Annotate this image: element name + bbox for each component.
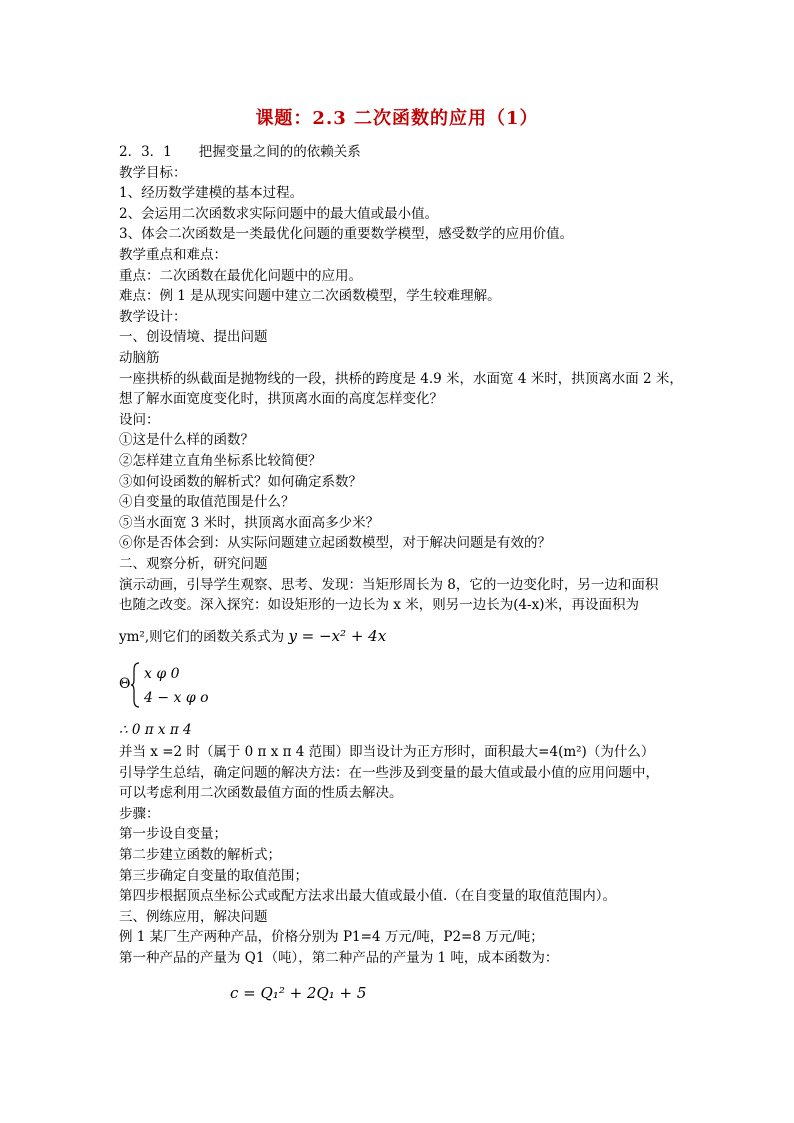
text-line: 3、体会二次函数是一类最优化问题的重要数学模型，感受数学的应用价值。 — [119, 226, 574, 243]
text-line: ②怎样建立直角坐标系比较简便？ — [119, 453, 322, 469]
text-line: 可以考虑利用二次函数最值方面的性质去解决。 — [119, 785, 403, 802]
text-line: 第一步设自变量； — [119, 826, 227, 843]
text-line: 教学设计： — [119, 308, 187, 325]
cost-formula: c = Q₁² + 2Q₁ + 5 — [230, 984, 367, 1002]
text-line: 难点：例 1 是从现实问题中建立二次函数模型，学生较难理解。 — [119, 288, 501, 305]
text-line: 也随之改变。深入探究：如设矩形的一边长为 x 米，则另一边长为(4-x)米，再设面积为 — [119, 597, 639, 614]
text-line: ⑥你是否体会到：从实际问题建立起函数模型，对于解决问题是有效的？ — [119, 535, 551, 552]
text-line: 2、会运用二次函数求实际问题中的最大值或最小值。 — [119, 205, 439, 222]
text-line: ③如何设函数的解析式？如何确定系数？ — [119, 473, 362, 490]
function-line-text: ym²,则它们的函数关系式为 — [119, 629, 285, 645]
page-title: 课题：2.3 二次函数的应用（1） — [255, 108, 539, 129]
function-formula: y = −x² + 4x — [288, 627, 387, 645]
text-line: 引导学生总结，确定问题的解决方法：在一些涉及到变量的最大值或最小值的应用问题中， — [119, 764, 659, 781]
text-line: 三、例练应用，解决问题 — [119, 908, 268, 925]
text-line: 例 1 某厂生产两种产品，价格分别为 P1=4 万元/吨，P2=8 万元/吨； — [119, 929, 544, 946]
text-line: 2．3．1 把握变量之间的的依赖关系 — [119, 144, 361, 160]
text-line: 第四步根据顶点坐标公式或配方法求出最大值或最小值.（在自变量的取值范围内）。 — [119, 888, 617, 905]
text-line: 一、创设情境、提出问题 — [119, 329, 268, 346]
text-line: 演示动画，引导学生观察、思考、发现：当矩形周长为 8，它的一边变化时，另一边和面积 — [119, 576, 659, 593]
text-line: ①这是什么样的函数？ — [119, 432, 254, 449]
text-line: 第一种产品的产量为 Q1（吨），第二种产品的产量为 1 吨，成本函数为： — [119, 950, 559, 966]
system-row-2: 4 − x φ o — [144, 690, 209, 706]
text-line: ⑤当水面宽 3 米时，拱顶离水面高多少米？ — [119, 514, 380, 531]
system-row-1: x φ 0 — [144, 666, 180, 682]
text-line: 一座拱桥的纵截面是抛物线的一段，拱桥的跨度是 4.9 米，水面宽 4 米时，拱顶离水面 2 米， — [119, 370, 683, 387]
text-line: 第二步建立函数的解析式； — [119, 847, 281, 863]
text-line: 第三步确定自变量的取值范围； — [119, 867, 308, 884]
text-line: 重点：二次函数在最优化问题中的应用。 — [119, 267, 362, 284]
text-line: 想了解水面宽度变化时，拱顶离水面的高度怎样变化？ — [119, 391, 443, 408]
text-line: 教学目标： — [119, 164, 187, 181]
system-brace — [130, 662, 140, 708]
text-line: 步骤： — [119, 805, 160, 822]
text-line: 二、观察分析，研究问题 — [119, 556, 268, 572]
text-line: ④自变量的取值范围是什么？ — [119, 494, 295, 511]
text-line: 教学重点和难点： — [119, 247, 227, 263]
text-line: 并当 x =2 时（属于 0 π x π 4 范围）即当设计为正方形时，面积最大=4(m²)（为什么） — [119, 744, 655, 760]
text-line: 1、经历数学建模的基本过程。 — [119, 185, 304, 202]
text-line: 动脑筋 — [119, 350, 160, 366]
function-line — [119, 626, 679, 647]
therefore-line: ∴ 0 π x π 4 — [119, 722, 192, 738]
system-prefix: Θ — [119, 676, 131, 692]
text-line: 设问： — [119, 411, 160, 428]
